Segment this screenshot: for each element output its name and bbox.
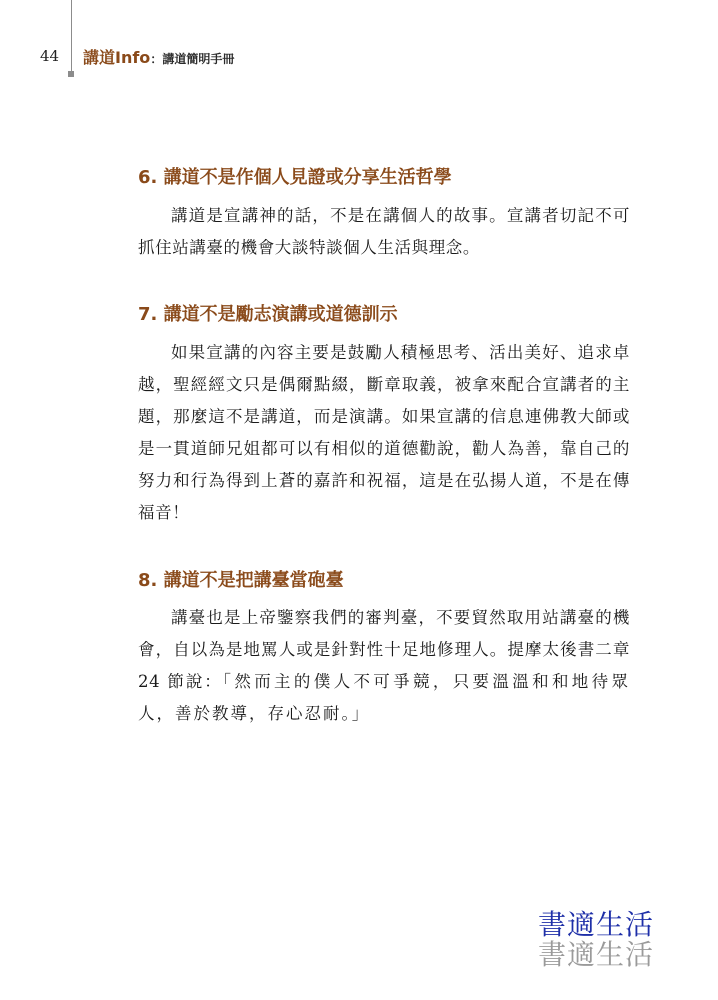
running-head-subtitle: ：講道簡明手冊 <box>150 52 235 66</box>
section-body-6: 講道是宣講神的話，不是在講個人的故事。宣講者切記不可抓住站講臺的機會大談特談個人生活與理念。 <box>138 206 630 257</box>
section-body-7: 如果宣講的內容主要是鼓勵人積極思考、活出美好、追求卓越，聖經經文只是偶爾點綴，斷章取義，被拿來配合宣講者的主題，那麼這不是講道，而是演講。如果宣講的信息連佛教大師或是一貫道師兄姐都可以有相似的道德勸說，勸人為善，靠自己的努力和行為得到上蒼的嘉許和祝福，這是在弘揚人道，不是在傳福音！ <box>138 343 630 522</box>
header-rule-endcap <box>68 71 74 77</box>
section-body-8 <box>138 602 630 730</box>
section-heading-8: 8. 講道不是把講臺當砲臺 <box>138 570 344 591</box>
watermark-line-1: 書適生活 <box>538 908 655 941</box>
running-head <box>83 45 234 68</box>
section-body-8-text: 講臺也是上帝鑒察我們的審判臺，不要貿然取用站講臺的機會，自以為是地罵人或是針對性十足地修理人。提摩太後書二章 24 節說： <box>138 608 630 691</box>
header-vertical-rule <box>71 0 72 72</box>
page-number: 44 <box>40 47 60 65</box>
scripture-quote: 「然而主的僕人不可爭競，只要溫溫和和地待眾人，善於教導，存心忍耐。」 <box>138 672 631 723</box>
section-heading-6: 6. 講道不是作個人見證或分享生活哲學 <box>138 167 452 188</box>
running-head-brand: 講道Info <box>83 48 151 67</box>
watermark-line-2: 書適生活 <box>538 938 655 971</box>
section-heading-7: 7. 講道不是勵志演講或道德訓示 <box>138 304 398 325</box>
